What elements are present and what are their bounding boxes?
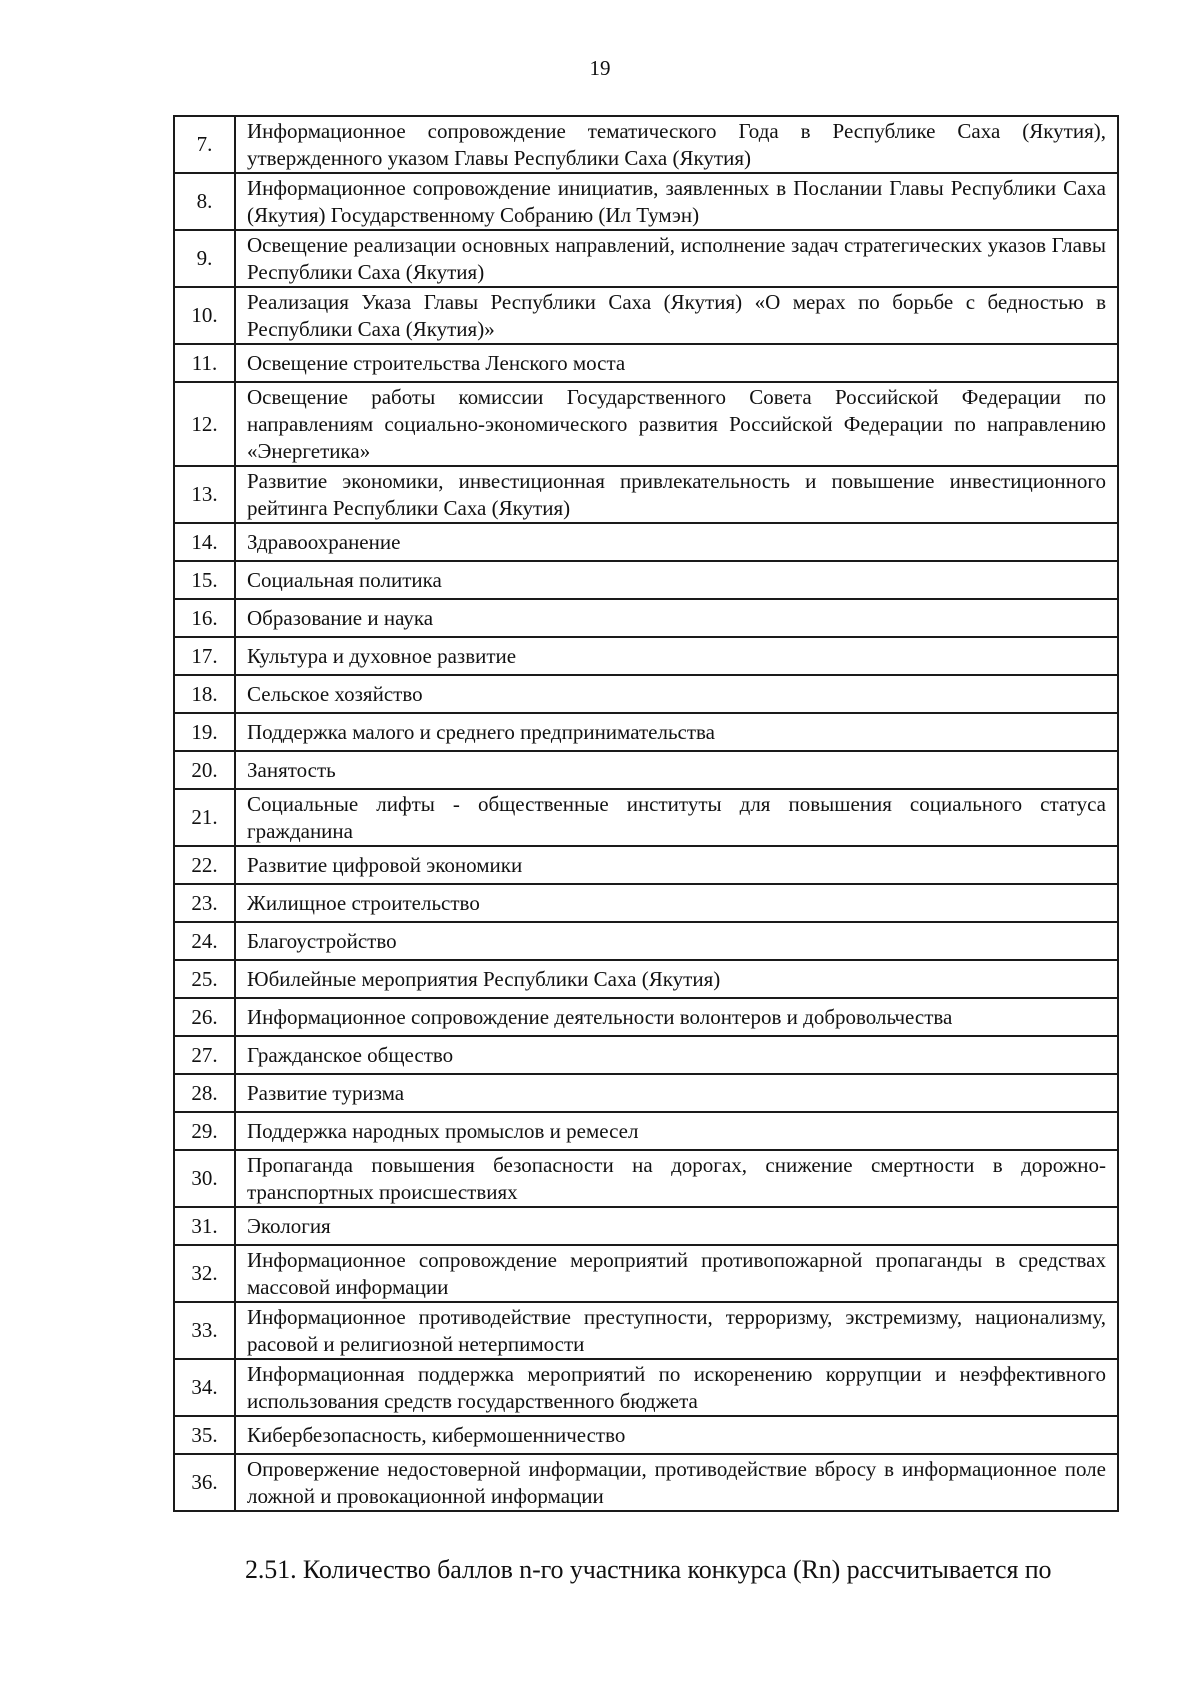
table-row bbox=[174, 1150, 1118, 1207]
table-row bbox=[174, 675, 1118, 713]
row-number: 27. bbox=[174, 1036, 235, 1074]
table-row bbox=[174, 998, 1118, 1036]
row-topic: Здравоохранение bbox=[235, 523, 1118, 561]
table-row bbox=[174, 960, 1118, 998]
row-number: 17. bbox=[174, 637, 235, 675]
row-number: 29. bbox=[174, 1112, 235, 1150]
row-number: 34. bbox=[174, 1359, 235, 1416]
row-topic: Информационное противодействие преступности, терроризму, экстремизму, национализму, расовой и религиозной нетерпимости bbox=[235, 1302, 1118, 1359]
row-topic: Сельское хозяйство bbox=[235, 675, 1118, 713]
row-number: 14. bbox=[174, 523, 235, 561]
table-row bbox=[174, 287, 1118, 344]
row-topic: Информационное сопровождение мероприятий противопожарной пропаганды в средствах массовой информации bbox=[235, 1245, 1118, 1302]
row-topic: Развитие туризма bbox=[235, 1074, 1118, 1112]
row-number: 30. bbox=[174, 1150, 235, 1207]
row-topic: Развитие экономики, инвестиционная привлекательность и повышение инвестиционного рейтинга Республики Саха (Якутия) bbox=[235, 466, 1118, 523]
section-paragraph: 2.51. Количество баллов n-го участника конкурса (Rn) рассчитывается по bbox=[245, 1555, 1052, 1584]
table-row bbox=[174, 1207, 1118, 1245]
row-number: 23. bbox=[174, 884, 235, 922]
row-topic: Поддержка малого и среднего предпринимательства bbox=[235, 713, 1118, 751]
table-row bbox=[174, 1112, 1118, 1150]
table-row bbox=[174, 344, 1118, 382]
table-row bbox=[174, 1359, 1118, 1416]
row-number: 11. bbox=[174, 344, 235, 382]
row-topic: Юбилейные мероприятия Республики Саха (Якутия) bbox=[235, 960, 1118, 998]
table-row bbox=[174, 1036, 1118, 1074]
row-number: 36. bbox=[174, 1454, 235, 1511]
row-topic: Опровержение недостоверной информации, противодействие вбросу в информационное поле ложной и провокационной информации bbox=[235, 1454, 1118, 1511]
row-number: 25. bbox=[174, 960, 235, 998]
row-topic: Пропаганда повышения безопасности на дорогах, снижение смертности в дорожно-транспортных происшествиях bbox=[235, 1150, 1118, 1207]
row-topic: Реализация Указа Главы Республики Саха (Якутия) «О мерах по борьбе с бедностью в Республики Саха (Якутия)» bbox=[235, 287, 1118, 344]
table-row bbox=[174, 713, 1118, 751]
row-topic: Социальная политика bbox=[235, 561, 1118, 599]
row-number: 31. bbox=[174, 1207, 235, 1245]
row-topic: Освещение работы комиссии Государственного Совета Российской Федерации по направлениям социально-экономического развития Российской Федерации по направлению «Энергетика» bbox=[235, 382, 1118, 466]
row-topic: Кибербезопасность, кибермошенничество bbox=[235, 1416, 1118, 1454]
row-number: 20. bbox=[174, 751, 235, 789]
table-row bbox=[174, 561, 1118, 599]
table-row bbox=[174, 846, 1118, 884]
row-topic: Социальные лифты - общественные институты для повышения социального статуса гражданина bbox=[235, 789, 1118, 846]
row-number: 28. bbox=[174, 1074, 235, 1112]
row-number: 10. bbox=[174, 287, 235, 344]
table-row bbox=[174, 1074, 1118, 1112]
table-row bbox=[174, 1416, 1118, 1454]
table-row bbox=[174, 922, 1118, 960]
table-row bbox=[174, 382, 1118, 466]
table-row bbox=[174, 466, 1118, 523]
table-row bbox=[174, 599, 1118, 637]
row-number: 26. bbox=[174, 998, 235, 1036]
row-topic: Жилищное строительство bbox=[235, 884, 1118, 922]
table-row bbox=[174, 1454, 1118, 1511]
row-number: 33. bbox=[174, 1302, 235, 1359]
row-number: 7. bbox=[174, 116, 235, 173]
row-topic: Поддержка народных промыслов и ремесел bbox=[235, 1112, 1118, 1150]
row-number: 15. bbox=[174, 561, 235, 599]
row-topic: Культура и духовное развитие bbox=[235, 637, 1118, 675]
topics-table-body bbox=[174, 116, 1118, 1511]
row-number: 32. bbox=[174, 1245, 235, 1302]
row-number: 22. bbox=[174, 846, 235, 884]
row-topic: Информационное сопровождение деятельности волонтеров и добровольчества bbox=[235, 998, 1118, 1036]
row-topic: Занятость bbox=[235, 751, 1118, 789]
row-topic: Освещение строительства Ленского моста bbox=[235, 344, 1118, 382]
row-topic: Благоустройство bbox=[235, 922, 1118, 960]
row-topic: Информационное сопровождение тематического Года в Республике Саха (Якутия), утвержденного указом Главы Республики Саха (Якутия) bbox=[235, 116, 1118, 173]
row-topic: Развитие цифровой экономики bbox=[235, 846, 1118, 884]
row-number: 12. bbox=[174, 382, 235, 466]
row-number: 18. bbox=[174, 675, 235, 713]
table-row bbox=[174, 230, 1118, 287]
row-topic: Экология bbox=[235, 1207, 1118, 1245]
row-topic: Информационная поддержка мероприятий по искоренению коррупции и неэффективного использования средств государственного бюджета bbox=[235, 1359, 1118, 1416]
row-number: 35. bbox=[174, 1416, 235, 1454]
table-row bbox=[174, 751, 1118, 789]
table-row bbox=[174, 116, 1118, 173]
row-number: 21. bbox=[174, 789, 235, 846]
row-topic: Информационное сопровождение инициатив, заявленных в Послании Главы Республики Саха (Якутия) Государственному Собранию (Ил Тумэн) bbox=[235, 173, 1118, 230]
topics-table bbox=[173, 115, 1119, 1512]
row-number: 16. bbox=[174, 599, 235, 637]
table-row bbox=[174, 523, 1118, 561]
table-row bbox=[174, 1302, 1118, 1359]
table-row bbox=[174, 789, 1118, 846]
table-row bbox=[174, 637, 1118, 675]
table-row bbox=[174, 173, 1118, 230]
row-number: 8. bbox=[174, 173, 235, 230]
row-number: 24. bbox=[174, 922, 235, 960]
row-number: 9. bbox=[174, 230, 235, 287]
table-row bbox=[174, 1245, 1118, 1302]
row-number: 13. bbox=[174, 466, 235, 523]
row-topic: Гражданское общество bbox=[235, 1036, 1118, 1074]
row-topic: Освещение реализации основных направлений, исполнение задач стратегических указов Главы Республики Саха (Якутия) bbox=[235, 230, 1118, 287]
row-topic: Образование и наука bbox=[235, 599, 1118, 637]
page-number: 19 bbox=[589, 56, 611, 80]
row-number: 19. bbox=[174, 713, 235, 751]
table-row bbox=[174, 884, 1118, 922]
